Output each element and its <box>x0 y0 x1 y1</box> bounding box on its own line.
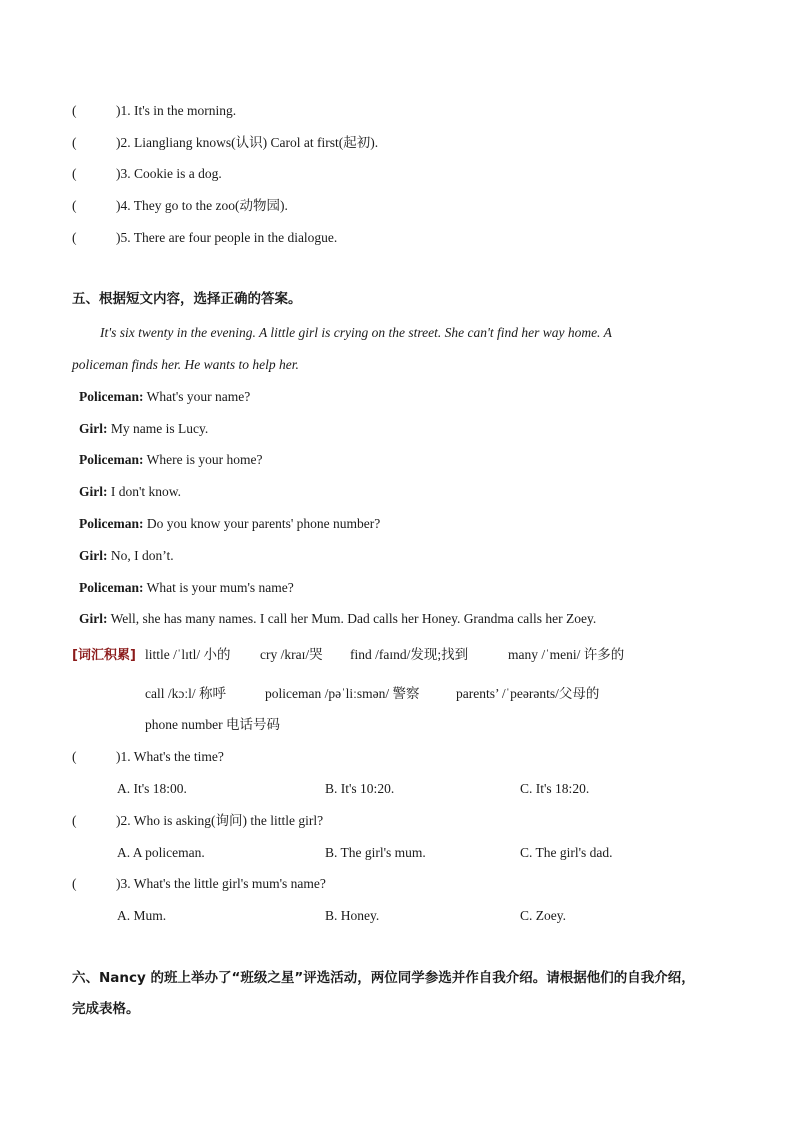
speaker: Policeman: <box>79 580 144 595</box>
vocab-tag: [词汇积累] <box>72 648 136 663</box>
speech: What is your mum's name? <box>143 580 294 595</box>
answer-paren[interactable]: ( <box>72 166 77 181</box>
vocab-item: little /ˈlɪtl/ 小的 <box>145 647 231 662</box>
option-b[interactable]: B. Honey. <box>325 908 380 923</box>
answer-paren[interactable]: ( <box>72 135 77 150</box>
dialogue-line <box>79 483 181 501</box>
section6-heading-line-1: 六、Nancy 的班上举办了“班级之星”评选活动，两位同学参选并作自我介绍。请根据他们的自我介绍， <box>72 970 695 986</box>
item-text: There are four people in the dialogue. <box>133 230 338 245</box>
speaker: Girl: <box>79 421 108 436</box>
answer-paren[interactable]: ( <box>72 749 77 764</box>
speaker: Girl: <box>79 611 108 626</box>
answer-paren[interactable]: ( <box>72 230 77 245</box>
answer-paren[interactable]: ( <box>72 876 77 891</box>
item-text: It's in the morning. <box>134 103 237 118</box>
speaker: Girl: <box>79 484 108 499</box>
item-number: )3. <box>116 876 131 891</box>
option-b[interactable]: B. It's 10:20. <box>325 781 395 796</box>
vocab-item: cry /kraɪ/哭 <box>260 647 323 662</box>
vocab-row-1 <box>72 646 136 665</box>
speech: Well, she has many names. I call her Mum. Dad calls her Honey. Grandma calls her Zoey. <box>107 611 597 626</box>
answer-paren[interactable]: ( <box>72 103 77 118</box>
option-c[interactable]: C. Zoey. <box>520 908 566 923</box>
speech: What's your name? <box>143 389 251 404</box>
dialogue-line <box>79 547 174 565</box>
question-text: Who is asking(询问) the little girl? <box>133 813 324 828</box>
speech: No, I don’t. <box>107 548 174 563</box>
dialogue-line <box>79 451 262 469</box>
option-a[interactable]: A. It's 18:00. <box>117 781 187 796</box>
speech: I don't know. <box>107 484 182 499</box>
item-number: )2. <box>116 135 131 150</box>
option-b[interactable]: B. The girl's mum. <box>325 845 426 860</box>
s4-item-5 <box>72 229 337 247</box>
speaker: Policeman: <box>79 389 144 404</box>
question-text: What's the little girl's mum's name? <box>133 876 326 891</box>
answer-paren[interactable]: ( <box>72 198 77 213</box>
passage-line-2: policeman finds her. He wants to help her. <box>72 357 299 372</box>
section5-heading: 五、根据短文内容，选择正确的答案。 <box>72 291 302 307</box>
dialogue-line <box>79 579 294 597</box>
speech: My name is Lucy. <box>107 421 209 436</box>
option-c[interactable]: C. It's 18:20. <box>520 781 590 796</box>
vocab-item: policeman /pəˈliːsmən/ 警察 <box>265 686 420 701</box>
question-text: What's the time? <box>133 749 224 764</box>
s4-item-3 <box>72 165 222 183</box>
s4-item-1 <box>72 102 236 120</box>
vocab-item: phone number 电话号码 <box>145 717 280 732</box>
dialogue-line <box>79 420 208 438</box>
item-number: )1. <box>116 103 131 118</box>
item-text: Liangliang knows(认识) Carol at first(起初). <box>134 135 379 150</box>
dialogue-line <box>79 610 596 628</box>
answer-paren[interactable]: ( <box>72 813 77 828</box>
item-number: )3. <box>116 166 131 181</box>
speaker: Policeman: <box>79 516 144 531</box>
option-a[interactable]: A. Mum. <box>117 908 167 923</box>
item-number: )1. <box>116 749 131 764</box>
option-a[interactable]: A. A policeman. <box>117 845 205 860</box>
s4-item-2 <box>72 134 378 152</box>
item-text: Cookie is a dog. <box>134 166 222 181</box>
option-c[interactable]: C. The girl's dad. <box>520 845 613 860</box>
question-1 <box>72 748 224 766</box>
s4-item-4 <box>72 197 288 215</box>
item-number: )4. <box>116 198 131 213</box>
speaker: Girl: <box>79 548 108 563</box>
dialogue-line <box>79 388 250 406</box>
vocab-item: parents’ /ˈpeərənts/父母的 <box>456 686 600 701</box>
question-2 <box>72 812 323 830</box>
speech: Do you know your parents' phone number? <box>143 516 381 531</box>
item-number: )5. <box>116 230 131 245</box>
item-number: )2. <box>116 813 131 828</box>
vocab-item: call /kɔːl/ 称呼 <box>145 686 226 701</box>
section6-heading-line-2: 完成表格。 <box>72 1001 140 1017</box>
item-text: They go to the zoo(动物园). <box>133 198 288 213</box>
speaker: Policeman: <box>79 452 144 467</box>
question-3 <box>72 875 326 893</box>
speech: Where is your home? <box>143 452 263 467</box>
vocab-item: many /ˈmeni/ 许多的 <box>508 647 625 662</box>
vocab-item: find /faɪnd/发现;找到 <box>350 647 469 662</box>
dialogue-line <box>79 515 380 533</box>
passage-line-1: It's six twenty in the evening. A little girl is crying on the street. She can't find her way home. A <box>100 325 612 340</box>
